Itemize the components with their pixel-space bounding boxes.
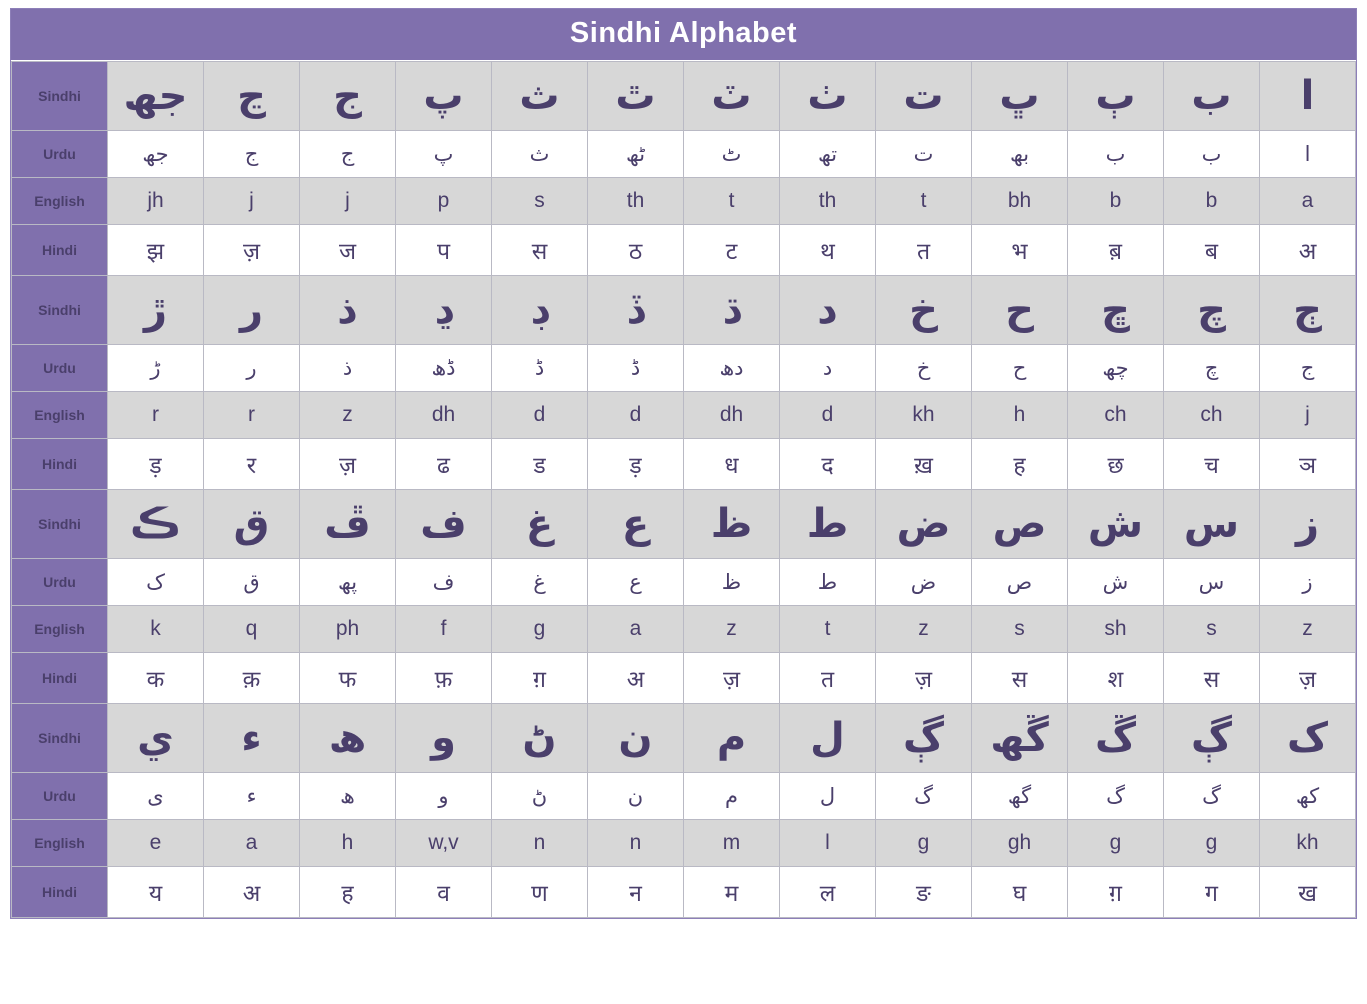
- letter-cell: jh: [108, 178, 204, 225]
- letter-cell: e: [108, 820, 204, 867]
- letter-cell: ت: [876, 131, 972, 178]
- row-label-hindi: Hindi: [12, 225, 108, 276]
- table-body: [12, 62, 1356, 918]
- letter-cell: q: [204, 606, 300, 653]
- letter-cell: ن: [588, 773, 684, 820]
- row-label-english: English: [12, 820, 108, 867]
- letter-cell: ڑ: [108, 345, 204, 392]
- letter-cell: ھ: [300, 704, 396, 773]
- letter-cell: ग: [1164, 867, 1260, 918]
- letter-cell: پھ: [300, 559, 396, 606]
- letter-cell: ज़: [876, 653, 972, 704]
- letter-cell: ड: [492, 439, 588, 490]
- letter-cell: غ: [492, 559, 588, 606]
- letter-cell: श: [1068, 653, 1164, 704]
- letter-cell: ch: [1164, 392, 1260, 439]
- letter-cell: ڻ: [492, 704, 588, 773]
- letter-cell: म: [684, 867, 780, 918]
- letter-cell: ڳ: [876, 704, 972, 773]
- row-label-urdu: Urdu: [12, 345, 108, 392]
- letter-cell: g: [492, 606, 588, 653]
- letter-cell: ज़: [1260, 653, 1356, 704]
- letter-cell: त: [876, 225, 972, 276]
- letter-cell: ق: [204, 559, 300, 606]
- letter-cell: a: [1260, 178, 1356, 225]
- letter-cell: s: [1164, 606, 1260, 653]
- letter-cell: ٹھ: [588, 131, 684, 178]
- letter-cell: ع: [588, 490, 684, 559]
- letter-cell: ट: [684, 225, 780, 276]
- letter-cell: z: [684, 606, 780, 653]
- row-label-hindi: Hindi: [12, 867, 108, 918]
- letter-cell: kh: [876, 392, 972, 439]
- row-label-hindi: Hindi: [12, 439, 108, 490]
- letter-cell: n: [588, 820, 684, 867]
- letter-cell: ल: [780, 867, 876, 918]
- letter-cell: کھ: [1260, 773, 1356, 820]
- letter-cell: j: [204, 178, 300, 225]
- letter-cell: ڄ: [1260, 276, 1356, 345]
- letter-cell: क़: [204, 653, 300, 704]
- letter-cell: د: [780, 345, 876, 392]
- letter-cell: ا: [1260, 62, 1356, 131]
- letter-cell: ث: [492, 131, 588, 178]
- letter-cell: دھ: [684, 345, 780, 392]
- row-label-urdu: Urdu: [12, 131, 108, 178]
- letter-cell: س: [1164, 490, 1260, 559]
- letter-cell: ض: [876, 490, 972, 559]
- letter-cell: ح: [972, 345, 1068, 392]
- row-label-hindi: Hindi: [12, 653, 108, 704]
- letter-cell: a: [588, 606, 684, 653]
- letter-cell: m: [684, 820, 780, 867]
- letter-cell: स: [1164, 653, 1260, 704]
- letter-cell: ھ: [300, 773, 396, 820]
- letter-cell: گ: [876, 773, 972, 820]
- letter-cell: ड़: [108, 439, 204, 490]
- letter-cell: ڱ: [1068, 704, 1164, 773]
- letter-cell: ش: [1068, 490, 1164, 559]
- letter-cell: क: [108, 653, 204, 704]
- table-row: [12, 392, 1356, 439]
- row-label-english: English: [12, 392, 108, 439]
- letter-cell: و: [396, 704, 492, 773]
- letter-cell: ا: [1260, 131, 1356, 178]
- table-row: [12, 345, 1356, 392]
- letter-cell: ٺ: [780, 62, 876, 131]
- letter-cell: ک: [108, 559, 204, 606]
- letter-cell: ک: [1260, 704, 1356, 773]
- letter-cell: ب: [1068, 131, 1164, 178]
- table-row: [12, 439, 1356, 490]
- row-label-sindhi: Sindhi: [12, 704, 108, 773]
- letter-cell: ص: [972, 490, 1068, 559]
- letter-cell: ر: [204, 345, 300, 392]
- letter-cell: ख: [1260, 867, 1356, 918]
- table-row: [12, 820, 1356, 867]
- letter-cell: g: [876, 820, 972, 867]
- letter-cell: خ: [876, 276, 972, 345]
- letter-cell: گھ: [972, 773, 1068, 820]
- letter-cell: ड़: [588, 439, 684, 490]
- letter-cell: p: [396, 178, 492, 225]
- letter-cell: ह: [300, 867, 396, 918]
- letter-cell: ج: [300, 131, 396, 178]
- table-row: [12, 131, 1356, 178]
- letter-cell: अ: [588, 653, 684, 704]
- letter-cell: ع: [588, 559, 684, 606]
- row-label-urdu: Urdu: [12, 773, 108, 820]
- letter-cell: پ: [396, 62, 492, 131]
- letter-cell: kh: [1260, 820, 1356, 867]
- letter-cell: प: [396, 225, 492, 276]
- letter-cell: ज़: [684, 653, 780, 704]
- letter-cell: ج: [1260, 345, 1356, 392]
- letter-cell: h: [972, 392, 1068, 439]
- letter-cell: ن: [588, 704, 684, 773]
- letter-cell: न: [588, 867, 684, 918]
- letter-cell: t: [684, 178, 780, 225]
- row-label-english: English: [12, 606, 108, 653]
- table-row: [12, 773, 1356, 820]
- letter-cell: خ: [876, 345, 972, 392]
- letter-cell: ज: [300, 225, 396, 276]
- letter-cell: फ: [300, 653, 396, 704]
- letter-cell: ض: [876, 559, 972, 606]
- letter-cell: تھ: [780, 131, 876, 178]
- letter-cell: ذ: [300, 345, 396, 392]
- letter-cell: ठ: [588, 225, 684, 276]
- letter-cell: ज़: [300, 439, 396, 490]
- letter-cell: g: [1164, 820, 1260, 867]
- letter-cell: ڻ: [492, 773, 588, 820]
- letter-cell: پ: [396, 131, 492, 178]
- page-title: Sindhi Alphabet: [11, 9, 1356, 61]
- letter-cell: د: [780, 276, 876, 345]
- letter-cell: r: [204, 392, 300, 439]
- letter-cell: ڇ: [1068, 276, 1164, 345]
- letter-cell: ڈ: [492, 345, 588, 392]
- letter-cell: ي: [108, 704, 204, 773]
- letter-cell: ذ: [300, 276, 396, 345]
- alphabet-chart: [10, 8, 1357, 919]
- letter-cell: گ: [1164, 773, 1260, 820]
- letter-cell: ڏ: [588, 276, 684, 345]
- letter-cell: z: [876, 606, 972, 653]
- letter-cell: ز: [1260, 490, 1356, 559]
- letter-cell: ग़: [1068, 867, 1164, 918]
- letter-cell: ت: [876, 62, 972, 131]
- table-row: [12, 62, 1356, 131]
- letter-cell: ब: [1164, 225, 1260, 276]
- table-row: [12, 704, 1356, 773]
- table-row: [12, 178, 1356, 225]
- letter-cell: ڌ: [684, 276, 780, 345]
- letter-cell: ج: [300, 62, 396, 131]
- row-label-sindhi: Sindhi: [12, 62, 108, 131]
- letter-cell: ढ: [396, 439, 492, 490]
- letter-cell: द: [780, 439, 876, 490]
- letter-cell: झ: [108, 225, 204, 276]
- letter-cell: dh: [396, 392, 492, 439]
- letter-cell: ग़: [492, 653, 588, 704]
- letter-cell: ف: [396, 490, 492, 559]
- letter-cell: ظ: [684, 559, 780, 606]
- letter-cell: g: [1068, 820, 1164, 867]
- letter-cell: ش: [1068, 559, 1164, 606]
- row-label-english: English: [12, 178, 108, 225]
- letter-cell: d: [588, 392, 684, 439]
- letter-cell: भ: [972, 225, 1068, 276]
- letter-cell: d: [492, 392, 588, 439]
- letter-cell: l: [780, 820, 876, 867]
- letter-cell: ڃ: [204, 62, 300, 131]
- letter-cell: ر: [204, 276, 300, 345]
- letter-cell: ء: [204, 704, 300, 773]
- letter-cell: t: [780, 606, 876, 653]
- letter-cell: j: [300, 178, 396, 225]
- letter-cell: ظ: [684, 490, 780, 559]
- letter-cell: य: [108, 867, 204, 918]
- letter-cell: थ: [780, 225, 876, 276]
- letter-cell: छ: [1068, 439, 1164, 490]
- letter-cell: غ: [492, 490, 588, 559]
- letter-cell: ज़: [204, 225, 300, 276]
- row-label-sindhi: Sindhi: [12, 276, 108, 345]
- letter-cell: bh: [972, 178, 1068, 225]
- letter-cell: ह: [972, 439, 1068, 490]
- letter-cell: ی: [108, 773, 204, 820]
- letter-cell: ڈھ: [396, 345, 492, 392]
- letter-cell: ٻ: [1068, 62, 1164, 131]
- letter-cell: th: [780, 178, 876, 225]
- letter-cell: ڈ: [588, 345, 684, 392]
- letter-cell: ط: [780, 490, 876, 559]
- letter-cell: ڪ: [108, 490, 204, 559]
- letter-cell: f: [396, 606, 492, 653]
- letter-cell: بھ: [972, 131, 1068, 178]
- letter-cell: ح: [972, 276, 1068, 345]
- letter-cell: b: [1164, 178, 1260, 225]
- letter-cell: th: [588, 178, 684, 225]
- letter-cell: च: [1164, 439, 1260, 490]
- letter-cell: ch: [1068, 392, 1164, 439]
- letter-cell: م: [684, 704, 780, 773]
- table-row: [12, 653, 1356, 704]
- letter-cell: ٽ: [684, 62, 780, 131]
- table-row: [12, 559, 1356, 606]
- table-row: [12, 867, 1356, 918]
- table-row: [12, 606, 1356, 653]
- letter-cell: ث: [492, 62, 588, 131]
- letter-cell: ڊ: [492, 276, 588, 345]
- letter-cell: d: [780, 392, 876, 439]
- letter-cell: ب: [1164, 62, 1260, 131]
- letter-cell: अ: [1260, 225, 1356, 276]
- letter-cell: k: [108, 606, 204, 653]
- letter-cell: ण: [492, 867, 588, 918]
- table-row: [12, 490, 1356, 559]
- letter-cell: r: [108, 392, 204, 439]
- letter-cell: ञ: [1260, 439, 1356, 490]
- letter-cell: h: [300, 820, 396, 867]
- letter-cell: स: [972, 653, 1068, 704]
- letter-cell: جھ: [108, 131, 204, 178]
- letter-cell: ٿ: [588, 62, 684, 131]
- letter-cell: dh: [684, 392, 780, 439]
- letter-cell: ڍ: [396, 276, 492, 345]
- letter-cell: w,v: [396, 820, 492, 867]
- letter-cell: ڙ: [108, 276, 204, 345]
- letter-cell: چ: [1164, 345, 1260, 392]
- letter-cell: ٹ: [684, 131, 780, 178]
- letter-cell: ख़: [876, 439, 972, 490]
- alphabet-table: [11, 61, 1356, 918]
- letter-cell: ص: [972, 559, 1068, 606]
- letter-cell: ف: [396, 559, 492, 606]
- letter-cell: و: [396, 773, 492, 820]
- letter-cell: ph: [300, 606, 396, 653]
- row-label-sindhi: Sindhi: [12, 490, 108, 559]
- letter-cell: ڀ: [972, 62, 1068, 131]
- table-row: [12, 225, 1356, 276]
- letter-cell: جھ: [108, 62, 204, 131]
- letter-cell: s: [972, 606, 1068, 653]
- letter-cell: फ़: [396, 653, 492, 704]
- letter-cell: م: [684, 773, 780, 820]
- letter-cell: n: [492, 820, 588, 867]
- letter-cell: چھ: [1068, 345, 1164, 392]
- letter-cell: ط: [780, 559, 876, 606]
- letter-cell: ڳ: [1164, 704, 1260, 773]
- letter-cell: ل: [780, 773, 876, 820]
- letter-cell: ڦ: [300, 490, 396, 559]
- letter-cell: ڱھ: [972, 704, 1068, 773]
- letter-cell: घ: [972, 867, 1068, 918]
- letter-cell: ङ: [876, 867, 972, 918]
- letter-cell: त: [780, 653, 876, 704]
- letter-cell: چ: [1164, 276, 1260, 345]
- letter-cell: sh: [1068, 606, 1164, 653]
- letter-cell: b: [1068, 178, 1164, 225]
- letter-cell: gh: [972, 820, 1068, 867]
- letter-cell: र: [204, 439, 300, 490]
- row-label-urdu: Urdu: [12, 559, 108, 606]
- letter-cell: ج: [204, 131, 300, 178]
- letter-cell: س: [1164, 559, 1260, 606]
- letter-cell: स: [492, 225, 588, 276]
- letter-cell: a: [204, 820, 300, 867]
- letter-cell: t: [876, 178, 972, 225]
- letter-cell: z: [1260, 606, 1356, 653]
- letter-cell: अ: [204, 867, 300, 918]
- table-row: [12, 276, 1356, 345]
- letter-cell: ء: [204, 773, 300, 820]
- letter-cell: ب: [1164, 131, 1260, 178]
- letter-cell: व: [396, 867, 492, 918]
- letter-cell: ل: [780, 704, 876, 773]
- letter-cell: ध: [684, 439, 780, 490]
- letter-cell: گ: [1068, 773, 1164, 820]
- letter-cell: z: [300, 392, 396, 439]
- letter-cell: ब़: [1068, 225, 1164, 276]
- letter-cell: s: [492, 178, 588, 225]
- letter-cell: ق: [204, 490, 300, 559]
- letter-cell: j: [1260, 392, 1356, 439]
- letter-cell: ز: [1260, 559, 1356, 606]
